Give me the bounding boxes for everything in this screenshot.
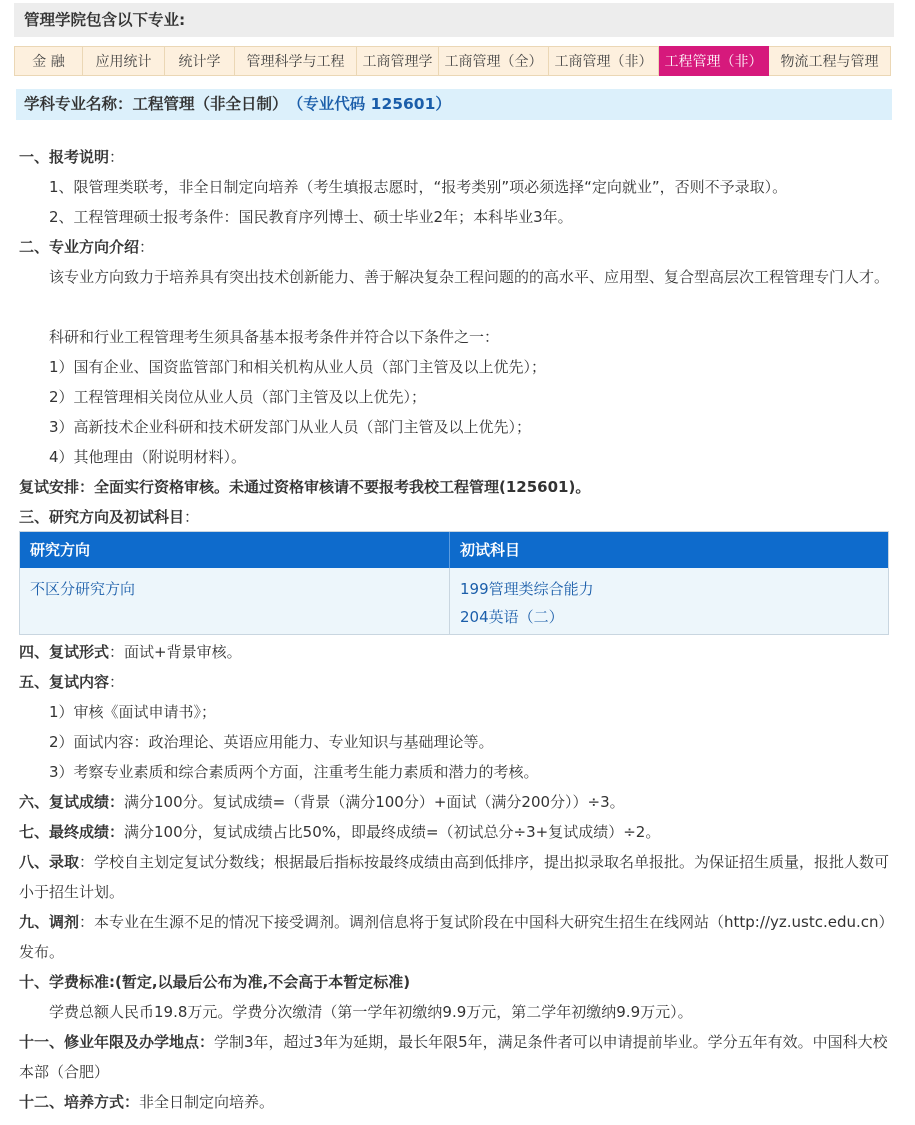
intro-text: 该专业方向致力于培养具有突出技术创新能力、善于解决复杂工程问题的的高水平、应用型、复合型高层次工程管理专门人才。	[49, 268, 890, 286]
section-title: 四、复试形式	[19, 643, 110, 661]
section-10-text	[19, 997, 893, 1027]
section-2-item	[19, 412, 893, 442]
section-2-item	[19, 352, 893, 382]
major-name: 学科专业名称：工程管理（非全日制）	[24, 95, 288, 113]
retest-notice	[19, 472, 893, 502]
column-divider	[449, 532, 450, 568]
tab-label: 物流工程与管理	[780, 54, 879, 70]
item-text: 1）审核《面试申请书》；	[49, 703, 217, 721]
tab-label: 工程管理（非）	[664, 54, 763, 70]
table-header-direction: 研究方向	[30, 541, 91, 559]
section-text: 学费总额人民币19.8万元。学费分次缴清（第一学年初缴纳9.9万元，第二学年初缴纳9.9万元）。	[49, 1003, 693, 1021]
section-title: 三、研究方向及初试科目	[19, 508, 185, 526]
section-11	[19, 1027, 893, 1087]
section-2-item	[19, 442, 893, 472]
section-title: 十一、修业年限及办学地点：	[19, 1033, 215, 1051]
tab-label: 金 融	[32, 54, 65, 70]
table-header-row	[20, 532, 888, 568]
tab-statistics[interactable]	[165, 46, 235, 76]
tab-label: 工商管理（全）	[444, 54, 543, 70]
table-cell-subject-1: 199管理类综合能力	[460, 580, 594, 598]
section-title: 十二、培养方式：	[19, 1093, 140, 1111]
tab-label: 工商管理学	[362, 54, 433, 70]
section-12	[19, 1087, 893, 1117]
item-text: 2、工程管理硕士报考条件：国民教育序列博士、硕士毕业2年；本科毕业3年。	[49, 208, 573, 226]
major-code: （专业代码 125601）	[295, 95, 451, 113]
section-text: ：本专业在生源不足的情况下接受调剂。调剂信息将于复试阶段在中国科大研究生招生在线网站（http://yz.ustc.edu.cn）发布。	[19, 913, 886, 961]
tab-label: 管理科学与工程	[246, 54, 345, 70]
exam-subjects-table	[19, 531, 889, 635]
requirement-text: 科研和行业工程管理考生须具备基本报考条件并符合以下条件之一：	[49, 328, 500, 346]
item-text: 1）国有企业、国资监管部门和相关机构从业人员（部门主管及以上优先）；	[49, 358, 547, 376]
tab-label: 应用统计	[95, 54, 152, 70]
section-colon: ：	[139, 238, 155, 256]
section-title: 八、录取	[19, 853, 80, 871]
item-text: 3）高新技术企业科研和技术研发部门从业人员（部门主管及以上优先）；	[49, 418, 532, 436]
section-3-heading	[19, 502, 893, 532]
section-colon: ：	[109, 673, 125, 691]
major-tabs	[14, 46, 891, 76]
retest-notice-text: 复试安排：全面实行资格审核。未通过资格审核请不要报考我校工程管理(125601)。	[19, 478, 591, 496]
section-title: 五、复试内容	[19, 673, 110, 691]
section-text: 满分100分，复试成绩占比50%，即最终成绩=（初试总分÷3+复试成绩）÷2。	[124, 823, 661, 841]
tab-logistics-engineering[interactable]	[769, 46, 891, 76]
section-2-heading	[19, 232, 893, 262]
table-cell-direction: 不区分研究方向	[30, 580, 136, 598]
section-5-item	[19, 697, 893, 727]
tab-finance[interactable]	[14, 46, 83, 76]
section-colon: ：	[184, 508, 200, 526]
section-2-item	[19, 382, 893, 412]
section-text: 学制3年，超过3年为延期，最长年限5年，满足条件者可以申请提前毕业。学分五年有效。中国科大校本部（合肥）	[19, 1033, 888, 1081]
major-title-bar	[16, 89, 892, 120]
section-10-heading	[19, 967, 893, 997]
table-header-subjects: 初试科目	[460, 541, 521, 559]
item-text: 3）考察专业素质和综合素质两个方面，注重考生能力素质和潜力的考核。	[49, 763, 539, 781]
tab-applied-statistics[interactable]	[83, 46, 165, 76]
section-5-item	[19, 757, 893, 787]
section-title: 二、专业方向介绍	[19, 238, 140, 256]
tab-management-science[interactable]	[235, 46, 357, 76]
section-text: 满分100分。复试成绩=（背景（满分100分）+面试（满分200分））÷3。	[124, 793, 625, 811]
section-4	[19, 637, 893, 667]
college-header-title: 管理学院包含以下专业:	[24, 11, 186, 29]
tab-business-admin-science[interactable]	[357, 46, 439, 76]
section-1-heading	[19, 142, 893, 172]
item-text: 1、限管理类联考，非全日制定向培养（考生填报志愿时，“报考类别”项必须选择“定向就业”，否则不予录取）。	[49, 178, 788, 196]
section-colon: ：	[109, 148, 125, 166]
table-row	[20, 568, 888, 634]
item-text: 4）其他理由（附说明材料）。	[49, 448, 247, 466]
section-7	[19, 817, 893, 847]
tab-business-admin-part[interactable]	[549, 46, 659, 76]
section-text: ：学校自主划定复试分数线；根据最后指标按最终成绩由高到低排序，提出拟录取名单报批。为保证招生质量，报批人数可小于招生计划。	[19, 853, 890, 901]
table-cell-subject-2: 204英语（二）	[460, 608, 564, 626]
section-1-item	[19, 172, 893, 202]
section-9	[19, 907, 893, 967]
section-title: 一、报考说明	[19, 148, 110, 166]
tab-engineering-management-part[interactable]	[659, 46, 769, 76]
tab-label: 统计学	[178, 54, 221, 70]
section-title: 七、最终成绩：	[19, 823, 125, 841]
tab-business-admin-full[interactable]	[439, 46, 549, 76]
section-2-intro	[19, 262, 893, 292]
section-title: 六、复试成绩：	[19, 793, 125, 811]
section-8	[19, 847, 893, 907]
item-text: 2）面试内容：政治理论、英语应用能力、专业知识与基础理论等。	[49, 733, 494, 751]
section-6	[19, 787, 893, 817]
item-text: 2）工程管理相关岗位从业人员（部门主管及以上优先）；	[49, 388, 427, 406]
section-5-heading	[19, 667, 893, 697]
section-title: 十、学费标准:(暂定,以最后公布为准,不会高于本暂定标准)	[19, 973, 411, 991]
section-1-item	[19, 202, 893, 232]
college-header	[14, 3, 894, 37]
section-title: 九、调剂	[19, 913, 80, 931]
section-2-requirement	[19, 322, 893, 352]
section-5-item	[19, 727, 893, 757]
column-divider	[449, 568, 450, 634]
tab-label: 工商管理（非）	[554, 54, 653, 70]
section-text: 非全日制定向培养。	[139, 1093, 275, 1111]
section-text: ：面试+背景审核。	[109, 643, 242, 661]
